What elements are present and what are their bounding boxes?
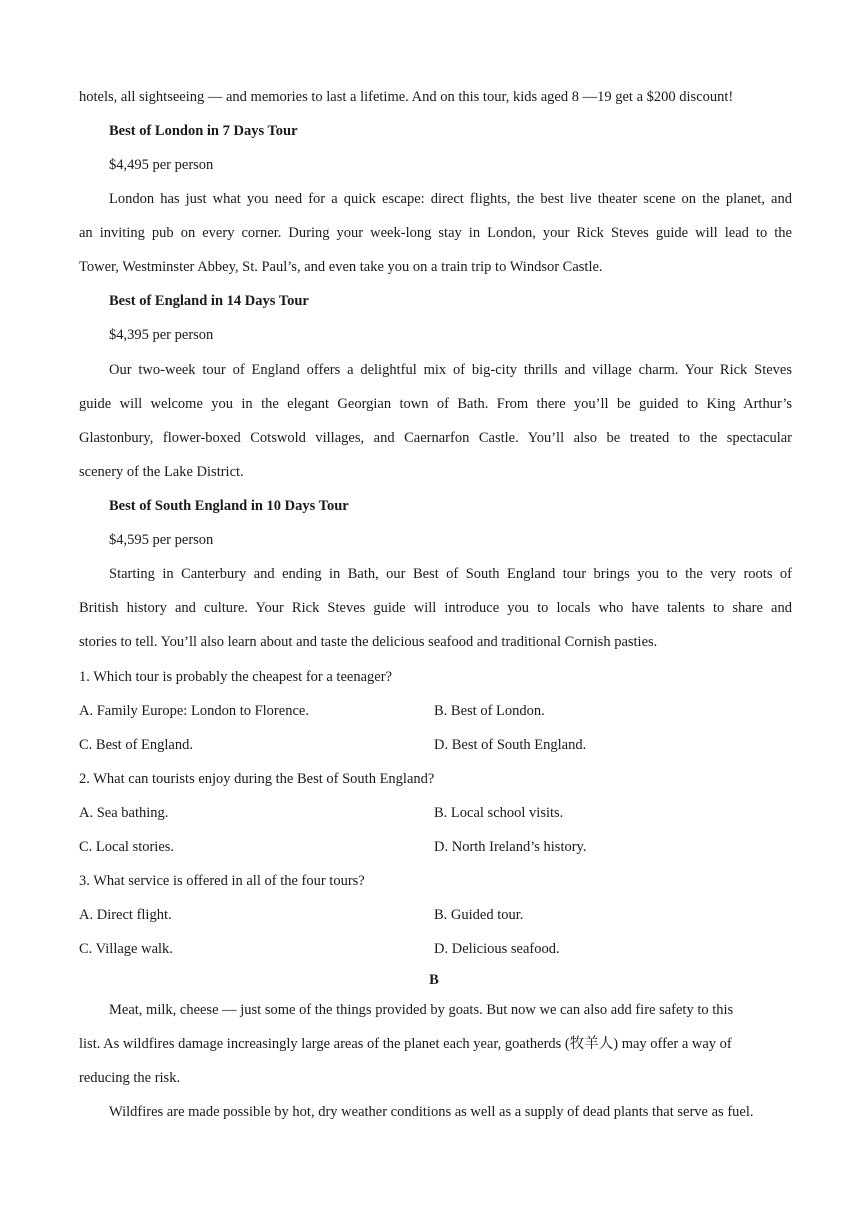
tour-desc-line: guide will welcome you in the elegant Georgian town of Bath. From there you’ll be guided to King Arthur’s xyxy=(79,396,792,412)
question-option: C. Village walk. xyxy=(79,941,173,957)
question-option: C. Local stories. xyxy=(79,839,175,855)
tour-price-england: $4,395 per person xyxy=(109,327,214,343)
question-option: D. Best of South England. xyxy=(434,737,587,753)
question-stem: 2. What can tourists enjoy during the Best of South England? xyxy=(79,771,435,787)
tour-title-england: Best of England in 14 Days Tour xyxy=(109,293,309,309)
question-option: C. Best of England. xyxy=(79,737,193,753)
question-option: A. Sea bathing. xyxy=(79,805,169,821)
question-option: D. North Ireland’s history. xyxy=(434,839,587,855)
tour-desc-line: London has just what you need for a quick escape: direct flights, the best live theater scene on the planet, and xyxy=(109,191,792,207)
question-stem: 1. Which tour is probably the cheapest for a teenager? xyxy=(79,669,392,685)
tour-price-london: $4,495 per person xyxy=(109,157,214,173)
intro-tail-line: hotels, all sightseeing — and memories to last a lifetime. And on this tour, kids aged 8 —19 get a $200 discount! xyxy=(79,89,734,105)
tour-desc-line: scenery of the Lake District. xyxy=(79,464,244,480)
question-option: A. Direct flight. xyxy=(79,907,172,923)
passage-b-line: list. As wildfires damage increasingly large areas of the planet each year, goatherds (牧羊人) may offer a way of xyxy=(79,1036,732,1052)
question-option: B. Guided tour. xyxy=(434,907,524,923)
question-option: A. Family Europe: London to Florence. xyxy=(79,703,309,719)
passage-b-line: Meat, milk, cheese — just some of the things provided by goats. But now we can also add fire safety to this xyxy=(109,1002,734,1018)
question-option: B. Local school visits. xyxy=(434,805,564,821)
tour-desc-line: Our two-week tour of England offers a delightful mix of big-city thrills and village charm. Your Rick Steves xyxy=(109,362,792,378)
tour-desc-line: stories to tell. You’ll also learn about and taste the delicious seafood and traditional Cornish pasties. xyxy=(79,634,658,650)
tour-desc-line: an inviting pub on every corner. During your week-long stay in London, your Rick Steves guide will lead to the xyxy=(79,225,792,241)
tour-desc-line: Starting in Canterbury and ending in Bath, our Best of South England tour brings you to the very roots of xyxy=(109,566,792,582)
tour-desc-line: Tower, Westminster Abbey, St. Paul’s, and even take you on a train trip to Windsor Castle. xyxy=(79,259,603,275)
tour-desc-line: Glastonbury, flower-boxed Cotswold villages, and Caernarfon Castle. You’ll also be treated to the spectacular xyxy=(79,430,792,446)
question-option: B. Best of London. xyxy=(434,703,545,719)
question-stem: 3. What service is offered in all of the four tours? xyxy=(79,873,365,889)
passage-b-line: reducing the risk. xyxy=(79,1070,181,1086)
tour-desc-line: British history and culture. Your Rick Steves guide will introduce you to locals who have talents to share and xyxy=(79,600,792,616)
tour-title-south-england: Best of South England in 10 Days Tour xyxy=(109,498,349,514)
tour-price-south-england: $4,595 per person xyxy=(109,532,214,548)
passage-b-line: Wildfires are made possible by hot, dry weather conditions as well as a supply of dead plants that serve as fuel. xyxy=(109,1104,754,1120)
tour-title-london: Best of London in 7 Days Tour xyxy=(109,123,298,139)
section-heading-b: B xyxy=(429,972,439,988)
question-option: D. Delicious seafood. xyxy=(434,941,560,957)
